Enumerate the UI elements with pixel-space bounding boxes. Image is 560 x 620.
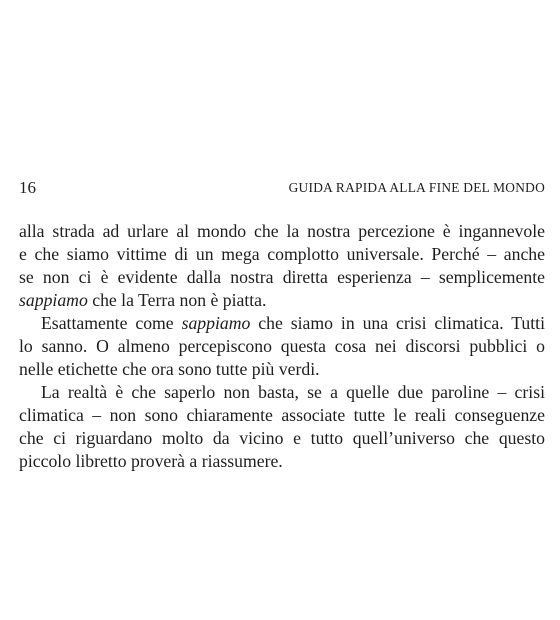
text-line: La realtà è che saperlo non basta, se a quelle due paroline – crisi (41, 382, 545, 402)
italic-emphasis: sappiamo (19, 290, 88, 310)
italic-emphasis: sappiamo (181, 313, 251, 333)
running-head (19, 176, 545, 200)
paragraph-3 (19, 381, 545, 473)
text-line: e che siamo vittime di un mega complotto universale. Perché – anche (19, 244, 545, 264)
page-number: 16 (19, 178, 36, 197)
book-page (19, 0, 545, 620)
text-line: alla strada ad urlare al mondo che la nostra percezione è ingannevole (19, 221, 545, 241)
paragraph-2 (19, 312, 545, 381)
text-line: climatica – non sono chiaramente associate tutte le reali conseguenze (19, 405, 545, 425)
text-line: nelle etichette che ora sono tutte più verdi. (19, 359, 320, 379)
text-line: lo sanno. O almeno percepiscono questa cosa nei discorsi pubblici o (19, 336, 545, 356)
text-line: che ci riguardano molto da vicino e tutto quell’universo che questo (19, 428, 545, 448)
paragraph-1 (19, 220, 545, 312)
text-line: se non ci è evidente dalla nostra diretta esperienza – semplicemente (19, 267, 545, 287)
body-text (19, 220, 545, 473)
text-line: piccolo libretto proverà a riassumere. (19, 451, 283, 471)
text-line: Esattamente come sappiamo che siamo in una crisi climatica. Tutti (41, 313, 545, 333)
running-title: GUIDA RAPIDA ALLA FINE DEL MONDO (288, 180, 545, 195)
text-line: sappiamo che la Terra non è piatta. (19, 290, 267, 310)
